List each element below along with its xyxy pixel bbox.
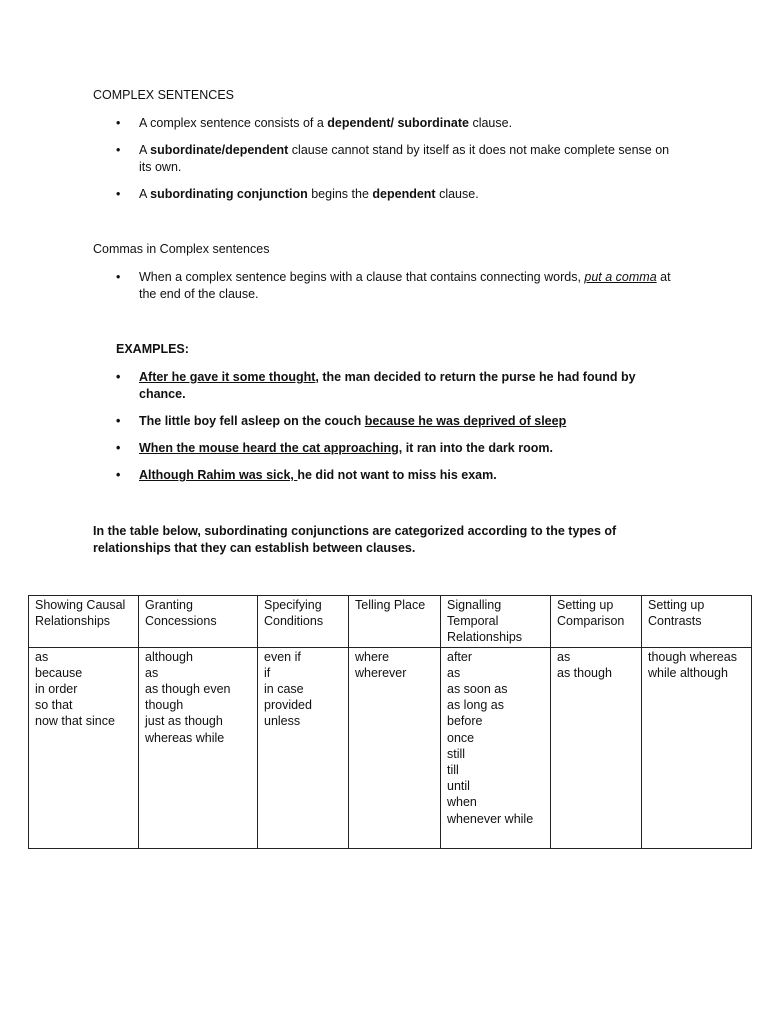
conjunction-item: as though (557, 665, 612, 680)
conjunction-item: until (447, 779, 470, 794)
bullet-icon: • (116, 270, 121, 284)
bullet-icon: • (116, 441, 121, 455)
bold-text: subordinate/dependent (150, 143, 289, 157)
bullet-icon: • (116, 187, 121, 201)
main-clause: it ran into the dark room. (402, 441, 553, 455)
table-cell-concessions (139, 647, 258, 848)
text: clause. (435, 187, 479, 201)
conjunction-item: till (447, 763, 459, 778)
conjunction-item: as (557, 649, 571, 664)
conjunction-item: as though even (145, 682, 231, 697)
table-intro: In the table below, subordinating conjunctions are categorized according to the types of relationships that they can establish between clauses. (93, 524, 617, 555)
conjunction-item: so that (35, 698, 73, 713)
list-item (116, 369, 676, 403)
bullet-icon: • (116, 468, 121, 482)
text: A (139, 187, 151, 201)
definition-list (116, 115, 676, 213)
conjunction-item: as (447, 665, 461, 680)
column-header-comparison: Setting up Comparison (551, 596, 642, 648)
conjunction-item: in order (35, 682, 78, 697)
table-cell-comparison (551, 647, 642, 848)
conjunction-item: though (145, 698, 184, 713)
text: begins the (307, 187, 373, 201)
conjunction-item: if (264, 665, 271, 680)
conjunction-item: whereas while (145, 730, 225, 745)
conjunction-item: whenever while (447, 811, 534, 826)
emphasis-text: put a comma (584, 270, 657, 284)
section-heading-complex-sentences: COMPLEX SENTENCES (93, 88, 235, 102)
column-header-concessions: Granting Concessions (139, 596, 258, 648)
conjunction-item: because (35, 665, 83, 680)
conjunction-item: as (145, 665, 159, 680)
table-cell-place (349, 647, 441, 848)
table-cell-contrasts (642, 647, 752, 848)
text: clause. (468, 116, 513, 130)
conjunction-item: just as though (145, 714, 223, 729)
list-item (116, 186, 676, 203)
conjunction-item: as soon as (447, 682, 508, 697)
table-cell-causal (29, 647, 139, 848)
list-item (116, 413, 676, 430)
conjunction-item: wherever (355, 665, 407, 680)
bold-text: dependent (372, 187, 436, 201)
list-item (116, 142, 676, 176)
conjunction-item: before (447, 714, 483, 729)
column-header-causal: Showing Causal Relationships (29, 596, 139, 648)
conjunction-item: as long as (447, 698, 504, 713)
column-header-temporal: Signalling Temporal Relationships (441, 596, 551, 648)
list-item (116, 440, 676, 457)
conjunction-item: though whereas while although (648, 649, 737, 680)
conjunction-item: when (447, 795, 477, 810)
conjunction-item: as (35, 649, 49, 664)
conjunction-item: in case (264, 682, 304, 697)
text: A complex sentence consists of a (139, 116, 328, 130)
list-item (116, 115, 676, 132)
table-cell-temporal (441, 647, 551, 848)
table-cell-conditions (258, 647, 349, 848)
bullet-icon: • (116, 370, 121, 384)
dependent-clause: After he gave it some thought (139, 370, 316, 384)
conjunction-item: once (447, 730, 475, 745)
conjunction-table (28, 595, 752, 849)
conjunction-item: unless (264, 714, 301, 729)
text: at the end of the clause. (139, 270, 671, 301)
column-header-contrasts: Setting up Contrasts (642, 596, 752, 648)
table-header-row (29, 596, 752, 648)
text: A (139, 143, 151, 157)
conjunction-item: still (447, 746, 466, 761)
bullet-icon: • (116, 414, 121, 428)
conjunction-item: where (355, 649, 390, 664)
conjunction-item: after (447, 649, 473, 664)
conjunction-item: although (145, 649, 193, 664)
examples-heading: EXAMPLES: (116, 342, 189, 356)
main-clause: , the man decided to return the purse he had found by chance. (139, 370, 636, 401)
table-row (29, 647, 752, 848)
dependent-clause: Although Rahim was sick, (139, 468, 298, 482)
conjunction-item: even if (264, 649, 301, 664)
list-item (116, 269, 676, 303)
text: clause cannot stand by itself as it does not make complete sense on its own. (139, 143, 670, 174)
bold-text: dependent/ subordinate (327, 116, 469, 130)
conjunction-item: provided (264, 698, 312, 713)
list-item (116, 467, 676, 484)
main-clause: he did not want to miss his exam. (297, 468, 497, 482)
conjunction-item: now that since (35, 714, 115, 729)
bullet-icon: • (116, 143, 121, 157)
main-clause: The little boy fell asleep on the couch (139, 414, 365, 428)
section-heading-commas: Commas in Complex sentences (93, 242, 270, 256)
dependent-clause: because he was deprived of sleep (364, 414, 567, 428)
text: When a complex sentence begins with a clause that contains connecting words, (139, 270, 585, 284)
bold-text: subordinating conjunction (150, 187, 308, 201)
examples-list (116, 369, 676, 494)
comma-rule-list (116, 269, 676, 303)
dependent-clause: When the mouse heard the cat approaching, (139, 441, 403, 455)
bullet-icon: • (116, 116, 121, 130)
column-header-place: Telling Place (349, 596, 441, 648)
column-header-conditions: Specifying Conditions (258, 596, 349, 648)
